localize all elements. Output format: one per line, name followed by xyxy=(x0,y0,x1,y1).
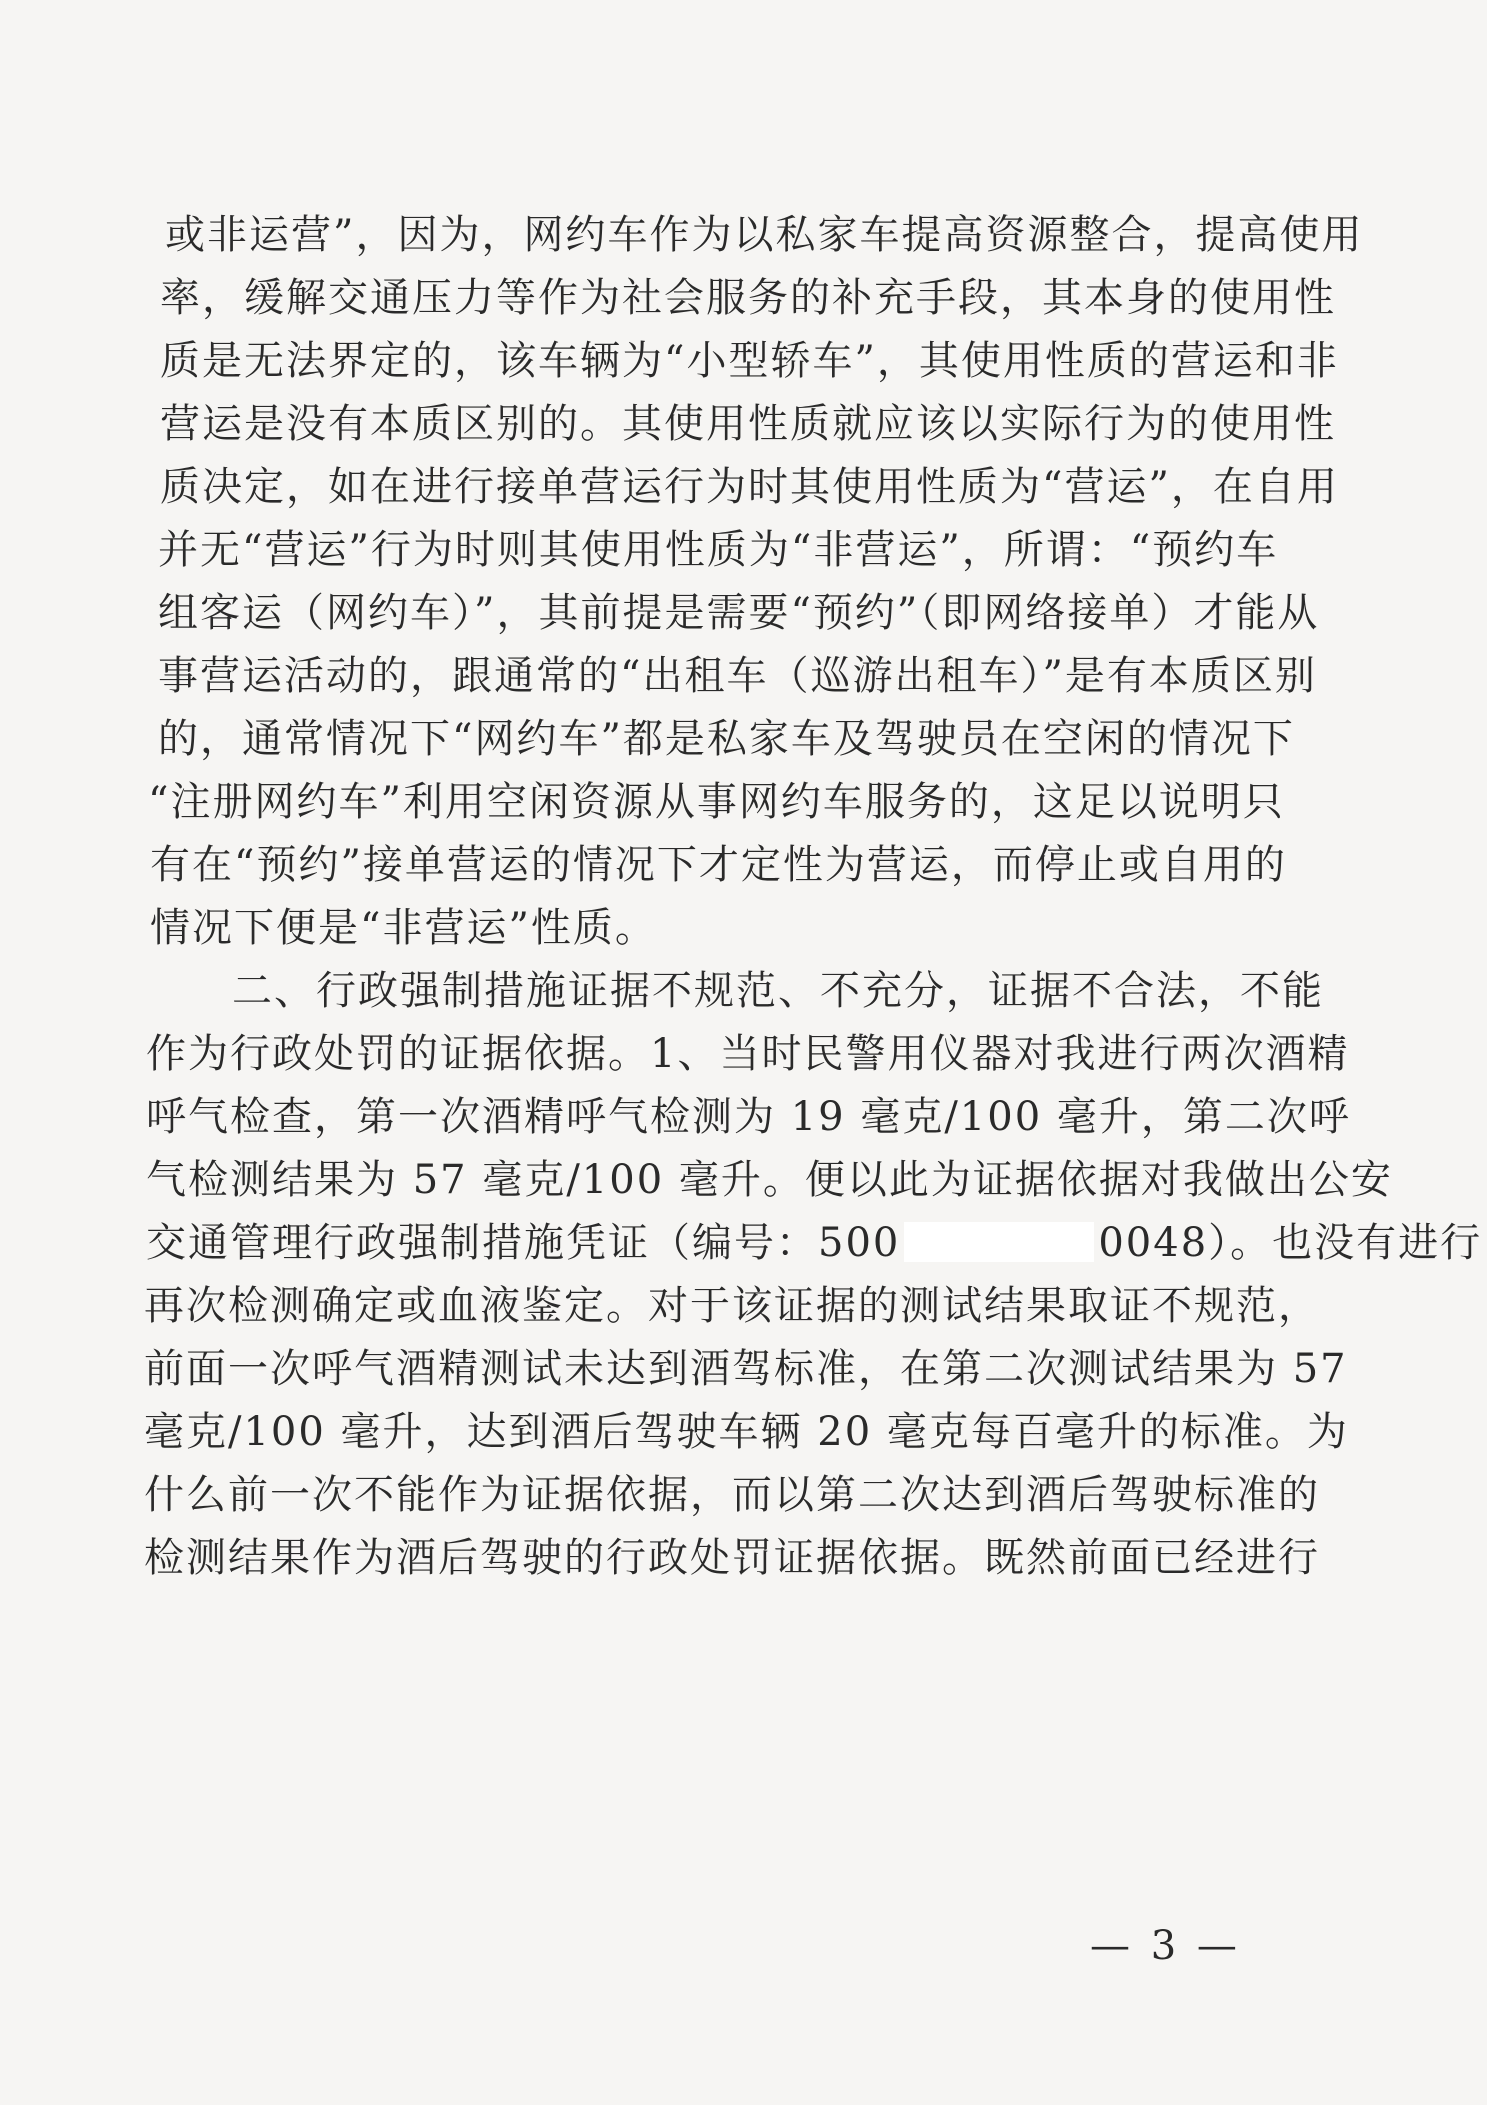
body-line-11: 有在“预约”接单营运的情况下才定性为营运，而停止或自用的 xyxy=(150,842,1287,888)
page-number: — 3 — xyxy=(1090,1923,1241,1969)
body-line-2: 率，缓解交通压力等作为社会服务的补充手段，其本身的使用性 xyxy=(160,275,1336,321)
body-line-12: 情况下便是“非营运”性质。 xyxy=(150,905,657,951)
body-line-7: 组客运（网约车）”，其前提是需要“预约”（即网络接单）才能从 xyxy=(158,590,1320,636)
body-line-17-prefix: 交通管理行政强制措施凭证（编号：500 xyxy=(146,1220,901,1266)
body-line-15: 呼气检查，第一次酒精呼气检测为 19 毫克/100 毫升，第二次呼 xyxy=(146,1094,1351,1140)
body-line-3: 质是无法界定的，该车辆为“小型轿车”，其使用性质的营运和非 xyxy=(160,338,1339,384)
section-heading-line: 二、行政强制措施证据不规范、不充分，证据不合法，不能 xyxy=(232,968,1324,1014)
body-line-20: 毫克/100 毫升，达到酒后驾驶车辆 20 毫克每百毫升的标准。为 xyxy=(144,1409,1349,1455)
body-line-22: 检测结果作为酒后驾驶的行政处罚证据依据。既然前面已经进行 xyxy=(144,1535,1320,1581)
body-line-18: 再次检测确定或血液鉴定。对于该证据的测试结果取证不规范， xyxy=(144,1283,1320,1329)
body-line-10: “注册网约车”利用空闲资源从事网约车服务的，这足以说明只 xyxy=(148,779,1285,825)
body-line-8: 事营运活动的，跟通常的“出租车（巡游出租车）”是有本质区别 xyxy=(158,653,1317,699)
body-line-5: 质决定，如在进行接单营运行为时其使用性质为“营运”，在自用 xyxy=(160,464,1339,510)
body-line-14: 作为行政处罚的证据依据。1、当时民警用仪器对我进行两次酒精 xyxy=(146,1031,1350,1077)
body-line-4: 营运是没有本质区别的。其使用性质就应该以实际行为的使用性 xyxy=(160,401,1336,447)
body-line-17-suffix: 0048）。也没有进行 xyxy=(1098,1220,1483,1266)
body-line-6: 并无“营运”行为时则其使用性质为“非营运”，所谓：“预约车 xyxy=(158,527,1279,573)
redaction-box xyxy=(904,1222,1094,1262)
body-line-9: 的，通常情况下“网约车”都是私家车及驾驶员在空闲的情况下 xyxy=(158,716,1295,762)
body-line-21: 什么前一次不能作为证据依据，而以第二次达到酒后驾驶标准的 xyxy=(144,1472,1320,1518)
body-line-1: 或非运营”，因为，网约车作为以私家车提高资源整合，提高使用 xyxy=(165,212,1364,258)
body-line-19: 前面一次呼气酒精测试未达到酒驾标准，在第二次测试结果为 57 xyxy=(144,1346,1348,1392)
body-line-17 xyxy=(146,1215,1482,1271)
body-line-16: 气检测结果为 57 毫克/100 毫升。便以此为证据依据对我做出公安 xyxy=(146,1157,1393,1203)
